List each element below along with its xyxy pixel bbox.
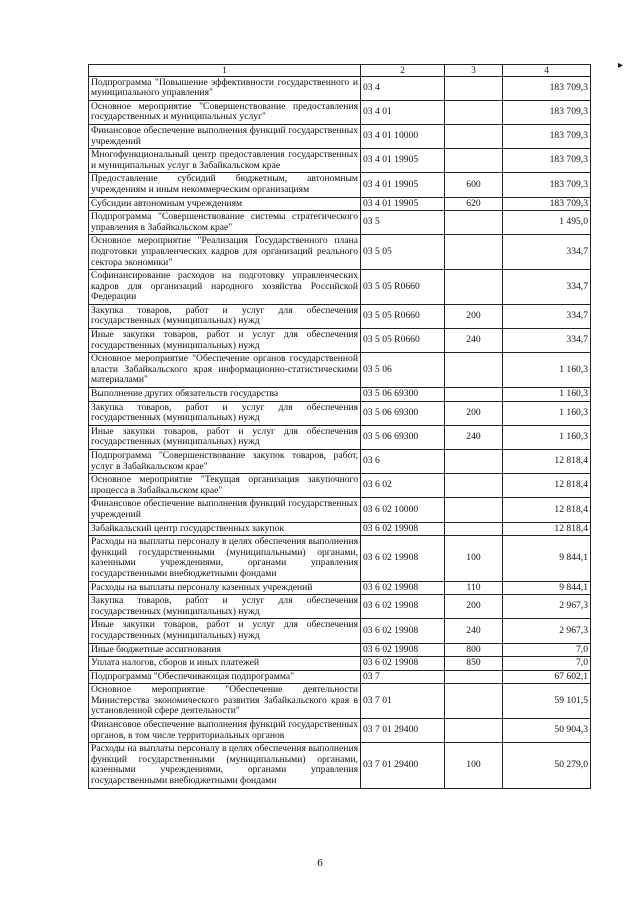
row-expense-type <box>445 124 503 148</box>
row-expense-type <box>445 498 503 522</box>
row-sum: 334,7 <box>503 329 591 353</box>
table-row <box>89 684 591 719</box>
table-row <box>89 643 591 657</box>
row-sum: 9 844,1 <box>503 581 591 595</box>
table-row <box>89 743 591 788</box>
row-sum: 2 967,3 <box>503 619 591 643</box>
row-code: 03 6 02 19908 <box>361 643 445 657</box>
table-row <box>89 670 591 684</box>
row-name: Закупка товаров, работ и услуг для обеспечения государственных (муниципальных) нужд <box>89 595 361 619</box>
header-col-3: 3 <box>445 65 503 77</box>
row-expense-type: 100 <box>445 536 503 581</box>
row-expense-type: 200 <box>445 304 503 328</box>
row-name: Иные закупки товаров, работ и услуг для обеспечения государственных (муниципальных) нужд <box>89 329 361 353</box>
table-row <box>89 329 591 353</box>
row-code: 03 6 02 19908 <box>361 595 445 619</box>
row-expense-type <box>445 76 503 100</box>
table-row <box>89 304 591 328</box>
row-code: 03 5 05 R0660 <box>361 304 445 328</box>
row-sum: 334,7 <box>503 235 591 270</box>
table-row <box>89 536 591 581</box>
row-name: Предоставление субсидий бюджетным, автономным учреждениям и иным некоммерческим организациям <box>89 173 361 197</box>
row-expense-type: 240 <box>445 425 503 449</box>
row-code: 03 6 02 <box>361 474 445 498</box>
row-code: 03 6 02 19908 <box>361 619 445 643</box>
row-code: 03 4 01 19905 <box>361 173 445 197</box>
row-expense-type <box>445 684 503 719</box>
row-expense-type <box>445 211 503 235</box>
row-code: 03 5 06 69300 <box>361 425 445 449</box>
row-name: Финансовое обеспечение выполнения функций государственных учреждений <box>89 124 361 148</box>
row-expense-type: 800 <box>445 643 503 657</box>
table-row <box>89 498 591 522</box>
table-body <box>89 76 591 788</box>
row-sum: 12 818,4 <box>503 450 591 474</box>
table-row <box>89 149 591 173</box>
row-name: Уплата налогов, сборов и иных платежей <box>89 657 361 671</box>
row-name: Подпрограмма "Совершенствование системы стратегического управления в Забайкальском крае" <box>89 211 361 235</box>
row-expense-type <box>445 474 503 498</box>
row-name: Закупка товаров, работ и услуг для обеспечения государственных (муниципальных) нужд <box>89 304 361 328</box>
row-sum: 59 101,5 <box>503 684 591 719</box>
table-row <box>89 474 591 498</box>
row-sum: 50 279,0 <box>503 743 591 788</box>
row-code: 03 6 <box>361 450 445 474</box>
row-expense-type <box>445 719 503 743</box>
row-sum: 1 160,3 <box>503 353 591 388</box>
header-col-4: 4 <box>503 65 591 77</box>
table-row <box>89 522 591 536</box>
row-expense-type <box>445 522 503 536</box>
row-name: Основное мероприятие "Обеспечение органов государственной власти Забайкальского края информационно-статистическими материалами" <box>89 353 361 388</box>
row-code: 03 4 01 19905 <box>361 197 445 211</box>
row-expense-type <box>445 235 503 270</box>
row-name: Финансовое обеспечение выполнения функций государственных органов, в том числе территориальных органов <box>89 719 361 743</box>
row-sum: 183 709,3 <box>503 173 591 197</box>
row-name: Выполнение других обязательств государства <box>89 388 361 402</box>
row-name: Финансовое обеспечение выполнения функций государственных учреждений <box>89 498 361 522</box>
margin-mark: ▸ <box>618 60 624 71</box>
table-row <box>89 619 591 643</box>
table-row <box>89 581 591 595</box>
row-expense-type <box>445 450 503 474</box>
table-row <box>89 388 591 402</box>
row-sum: 1 495,0 <box>503 211 591 235</box>
row-expense-type: 620 <box>445 197 503 211</box>
row-name: Основное мероприятие "Обеспечение деятельности Министерства экономического развития Забайкальского края в установленной сфере деятельности" <box>89 684 361 719</box>
row-sum: 334,7 <box>503 304 591 328</box>
row-expense-type: 200 <box>445 401 503 425</box>
row-sum: 183 709,3 <box>503 124 591 148</box>
row-sum: 67 602,1 <box>503 670 591 684</box>
row-expense-type <box>445 388 503 402</box>
budget-table <box>88 64 591 789</box>
row-sum: 1 160,3 <box>503 401 591 425</box>
row-code: 03 4 01 10000 <box>361 124 445 148</box>
row-expense-type <box>445 270 503 305</box>
table-row <box>89 595 591 619</box>
page-number: 6 <box>317 857 323 869</box>
row-sum: 50 904,3 <box>503 719 591 743</box>
row-code: 03 5 <box>361 211 445 235</box>
row-name: Основное мероприятие "Реализация Государственного плана подготовки управленческих кадров для организаций реального сектора экономики" <box>89 235 361 270</box>
row-name: Иные бюджетные ассигнования <box>89 643 361 657</box>
row-sum: 183 709,3 <box>503 197 591 211</box>
table-row <box>89 353 591 388</box>
row-code: 03 7 01 29400 <box>361 719 445 743</box>
row-code: 03 6 02 10000 <box>361 498 445 522</box>
row-name: Расходы на выплаты персоналу в целях обеспечения выполнения функций государственными (муниципальными) органами, казенными учреждениями, органами управления государственными внебюджетными фондами <box>89 536 361 581</box>
row-code: 03 7 <box>361 670 445 684</box>
table-row <box>89 124 591 148</box>
table-row <box>89 211 591 235</box>
table-row <box>89 719 591 743</box>
row-sum: 12 818,4 <box>503 474 591 498</box>
table-row <box>89 450 591 474</box>
row-name: Основное мероприятие "Текущая организация закупочного процесса в Забайкальском крае" <box>89 474 361 498</box>
row-code: 03 7 01 <box>361 684 445 719</box>
row-expense-type: 600 <box>445 173 503 197</box>
row-name: Подпрограмма "Обеспечивающая подпрограмма" <box>89 670 361 684</box>
row-name: Закупка товаров, работ и услуг для обеспечения государственных (муниципальных) нужд <box>89 401 361 425</box>
table-row <box>89 76 591 100</box>
row-code: 03 5 05 R0660 <box>361 270 445 305</box>
row-name: Расходы на выплаты персоналу казенных учреждений <box>89 581 361 595</box>
row-code: 03 5 05 <box>361 235 445 270</box>
row-sum: 1 160,3 <box>503 388 591 402</box>
row-code: 03 6 02 19908 <box>361 536 445 581</box>
row-name: Расходы на выплаты персоналу в целях обеспечения выполнения функций государственными (муниципальными) органами, казенными учреждениями, органами управления государственными внебюджетными фондами <box>89 743 361 788</box>
table-row <box>89 235 591 270</box>
row-expense-type <box>445 100 503 124</box>
table-header-row <box>89 65 591 77</box>
row-sum: 183 709,3 <box>503 100 591 124</box>
row-sum: 7,0 <box>503 657 591 671</box>
row-sum: 334,7 <box>503 270 591 305</box>
row-name: Субсидии автономным учреждениям <box>89 197 361 211</box>
row-code: 03 7 01 29400 <box>361 743 445 788</box>
header-col-2: 2 <box>361 65 445 77</box>
table-row <box>89 425 591 449</box>
header-col-1: 1 <box>89 65 361 77</box>
table-row <box>89 100 591 124</box>
table-row <box>89 173 591 197</box>
table-row <box>89 401 591 425</box>
row-sum: 2 967,3 <box>503 595 591 619</box>
row-expense-type: 240 <box>445 329 503 353</box>
row-expense-type <box>445 670 503 684</box>
row-code: 03 6 02 19908 <box>361 522 445 536</box>
row-code: 03 5 06 69300 <box>361 401 445 425</box>
row-code: 03 6 02 19908 <box>361 581 445 595</box>
table-row <box>89 657 591 671</box>
row-name: Софинансирование расходов на подготовку управленческих кадров для организаций народного хозяйства Российской Федерации <box>89 270 361 305</box>
row-code: 03 6 02 19908 <box>361 657 445 671</box>
row-name: Иные закупки товаров, работ и услуг для обеспечения государственных (муниципальных) нужд <box>89 619 361 643</box>
row-name: Основное мероприятие "Совершенствование предоставления государственных и муниципальных услуг" <box>89 100 361 124</box>
row-name: Забайкальский центр государственных закупок <box>89 522 361 536</box>
row-name: Многофункциональный центр предоставления государственных и муниципальных услуг в Забайкальском крае <box>89 149 361 173</box>
row-sum: 183 709,3 <box>503 149 591 173</box>
row-expense-type: 200 <box>445 595 503 619</box>
row-name: Подпрограмма "Совершенствование закупок товаров, работ, услуг в Забайкальском крае" <box>89 450 361 474</box>
row-sum: 9 844,1 <box>503 536 591 581</box>
row-code: 03 4 <box>361 76 445 100</box>
row-sum: 183 709,3 <box>503 76 591 100</box>
row-name: Иные закупки товаров, работ и услуг для обеспечения государственных (муниципальных) нужд <box>89 425 361 449</box>
row-code: 03 4 01 19905 <box>361 149 445 173</box>
row-expense-type: 240 <box>445 619 503 643</box>
row-expense-type <box>445 353 503 388</box>
row-code: 03 4 01 <box>361 100 445 124</box>
table-row <box>89 197 591 211</box>
row-code: 03 5 05 R0660 <box>361 329 445 353</box>
row-name: Подпрограмма "Повышение эффективности государственного и муниципального управления" <box>89 76 361 100</box>
row-code: 03 5 06 69300 <box>361 388 445 402</box>
table-row <box>89 270 591 305</box>
row-expense-type: 110 <box>445 581 503 595</box>
row-sum: 12 818,4 <box>503 498 591 522</box>
row-sum: 12 818,4 <box>503 522 591 536</box>
row-expense-type: 850 <box>445 657 503 671</box>
row-sum: 7,0 <box>503 643 591 657</box>
row-expense-type <box>445 149 503 173</box>
row-expense-type: 100 <box>445 743 503 788</box>
row-code: 03 5 06 <box>361 353 445 388</box>
row-sum: 1 160,3 <box>503 425 591 449</box>
